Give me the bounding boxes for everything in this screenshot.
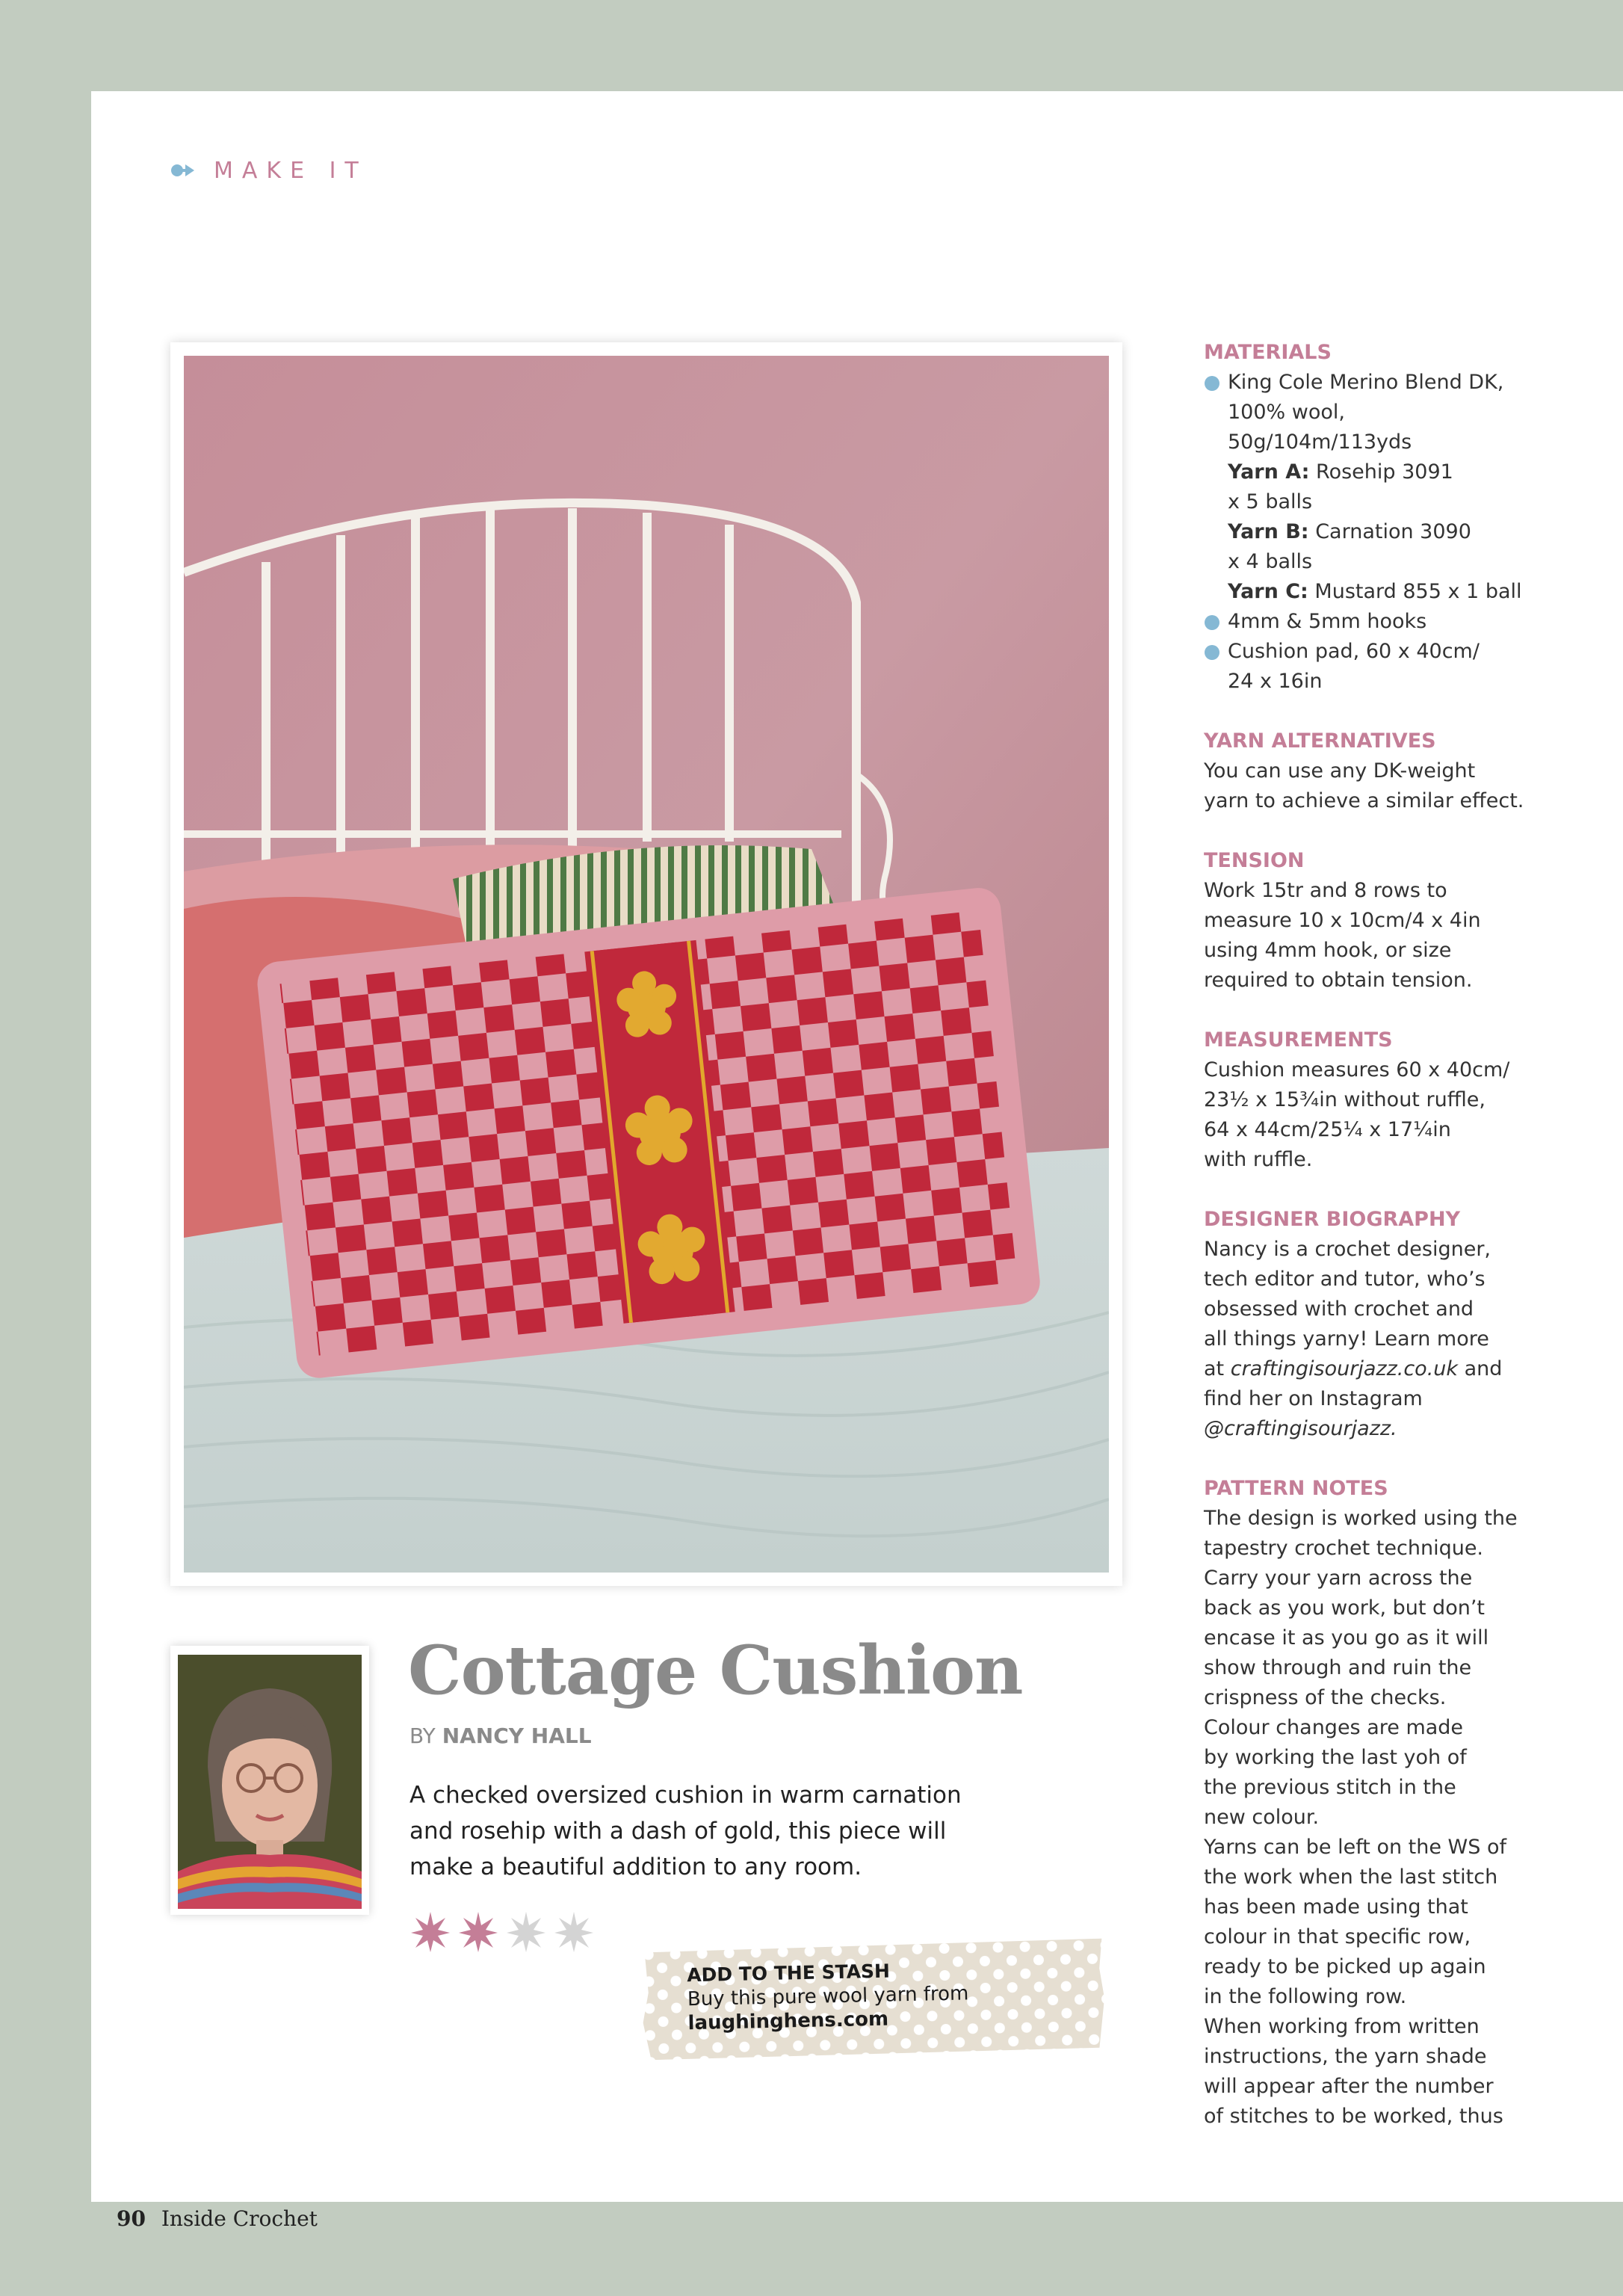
- byline: [409, 1723, 592, 1748]
- magazine-name: Inside Crochet: [161, 2206, 318, 2231]
- yarn-alternatives-heading: YARN ALTERNATIVES: [1204, 729, 1436, 753]
- tension-text: Work 15tr and 8 rows to measure 10 x 10cm/4 x 4in using 4mm hook, or size required to obtain tension.: [1204, 879, 1481, 992]
- biography-text: Nancy is a crochet designer, tech editor and tutor, who’s obsessed with crochet and all things yarny! Learn more at craftingisourjazz.co.uk and find her on Instagram @craftingisourjazz.: [1204, 1238, 1503, 1440]
- pattern-notes-text: The design is worked using the tapestry crochet technique. Carry your yarn across the back as you work, but don’t encase it as you go as it will show through and ruin the crispness of the checks. Colour changes are made by working the last yoh of the previous stitch in the new colour. Yarns can be left on the WS of the work when the last stitch has been made using that colour in that specific row, ready to be picked up again in the following row. When working from written instructions, the yarn shade will appear after the number of stitches to be worked, thus: [1204, 1507, 1518, 2128]
- star-empty-icon: [505, 1910, 547, 1952]
- sidebar: [1204, 338, 1555, 2161]
- materials-section: [1204, 338, 1555, 697]
- materials-pad-item: [1204, 637, 1555, 697]
- yarn-alternatives-section: [1204, 726, 1555, 816]
- author-name: NANCY HALL: [442, 1723, 592, 1748]
- yarn-alternatives-text: You can use any DK-weight yarn to achieve a similar effect.: [1204, 759, 1524, 812]
- article-title: Cottage Cushion: [408, 1631, 1023, 1710]
- yarn-b-value: Carnation 3090: [1308, 520, 1471, 543]
- yarn-b-label: Yarn B:: [1228, 520, 1309, 543]
- designer-portrait-image: [178, 1655, 362, 1909]
- section-tag: [170, 155, 368, 185]
- page-number: 90: [117, 2206, 146, 2231]
- pattern-notes-section: [1204, 1474, 1555, 2132]
- measurements-section: [1204, 1025, 1555, 1175]
- biography-section: [1204, 1205, 1555, 1444]
- materials-pad-line2: 24 x 16in: [1228, 670, 1323, 693]
- tension-section: [1204, 846, 1555, 996]
- yarn-a-qty: x 5 balls: [1228, 490, 1313, 513]
- materials-yarn-line3: 50g/104m/113yds: [1228, 430, 1412, 454]
- star-empty-icon: [553, 1910, 595, 1952]
- materials-hooks-item: 4mm & 5mm hooks: [1204, 607, 1555, 637]
- stash-heading: ADD TO THE STASH: [686, 1960, 891, 1987]
- star-filled-icon: [457, 1910, 499, 1952]
- yarn-a-label: Yarn A:: [1228, 460, 1310, 484]
- materials-pad-line1: Cushion pad, 60 x 40cm/: [1228, 640, 1480, 663]
- yarn-a-value: Rosehip 3091: [1309, 460, 1453, 484]
- yarn-b-qty: x 4 balls: [1228, 550, 1313, 573]
- biography-heading: DESIGNER BIOGRAPHY: [1204, 1208, 1461, 1231]
- stash-tape-box: [641, 1939, 1107, 2061]
- materials-yarn-line2: 100% wool,: [1228, 401, 1345, 424]
- section-tag-label: MAKE IT: [214, 157, 368, 184]
- materials-heading: MATERIALS: [1204, 341, 1332, 364]
- yarn-c-value: Mustard 855 x 1 ball: [1308, 580, 1522, 603]
- byline-prefix: BY: [409, 1723, 436, 1748]
- cushion-photo: [170, 342, 1122, 1586]
- difficulty-rating: [409, 1910, 595, 1952]
- measurements-text: Cushion measures 60 x 40cm/ 23½ x 15¾in without ruffle, 64 x 44cm/25¼ x 17¼in with ruffle.: [1204, 1058, 1510, 1171]
- measurements-heading: MEASUREMENTS: [1204, 1028, 1393, 1052]
- materials-yarn-line1: King Cole Merino Blend DK,: [1228, 371, 1504, 394]
- stash-text: Buy this pure wool yarn from: [687, 1982, 969, 2011]
- pattern-notes-heading: PATTERN NOTES: [1204, 1477, 1388, 1500]
- yarn-c-label: Yarn C:: [1228, 580, 1308, 603]
- standfirst: A checked oversized cushion in warm carnation and rosehip with a dash of gold, this piece will make a beautiful addition to any room.: [409, 1782, 962, 1880]
- instagram-handle[interactable]: @craftingisourjazz.: [1204, 1417, 1397, 1440]
- star-filled-icon: [409, 1910, 451, 1952]
- cushion-photo-image: [184, 356, 1109, 1573]
- materials-yarn-item: [1204, 368, 1555, 607]
- page-footer: [117, 2206, 318, 2236]
- arrow-icon: [170, 161, 200, 179]
- tension-heading: TENSION: [1204, 849, 1305, 872]
- stash-link[interactable]: laughinghens.com: [687, 2008, 889, 2035]
- website-link[interactable]: craftingisourjazz.co.uk: [1230, 1357, 1459, 1380]
- designer-portrait: [170, 1646, 369, 1915]
